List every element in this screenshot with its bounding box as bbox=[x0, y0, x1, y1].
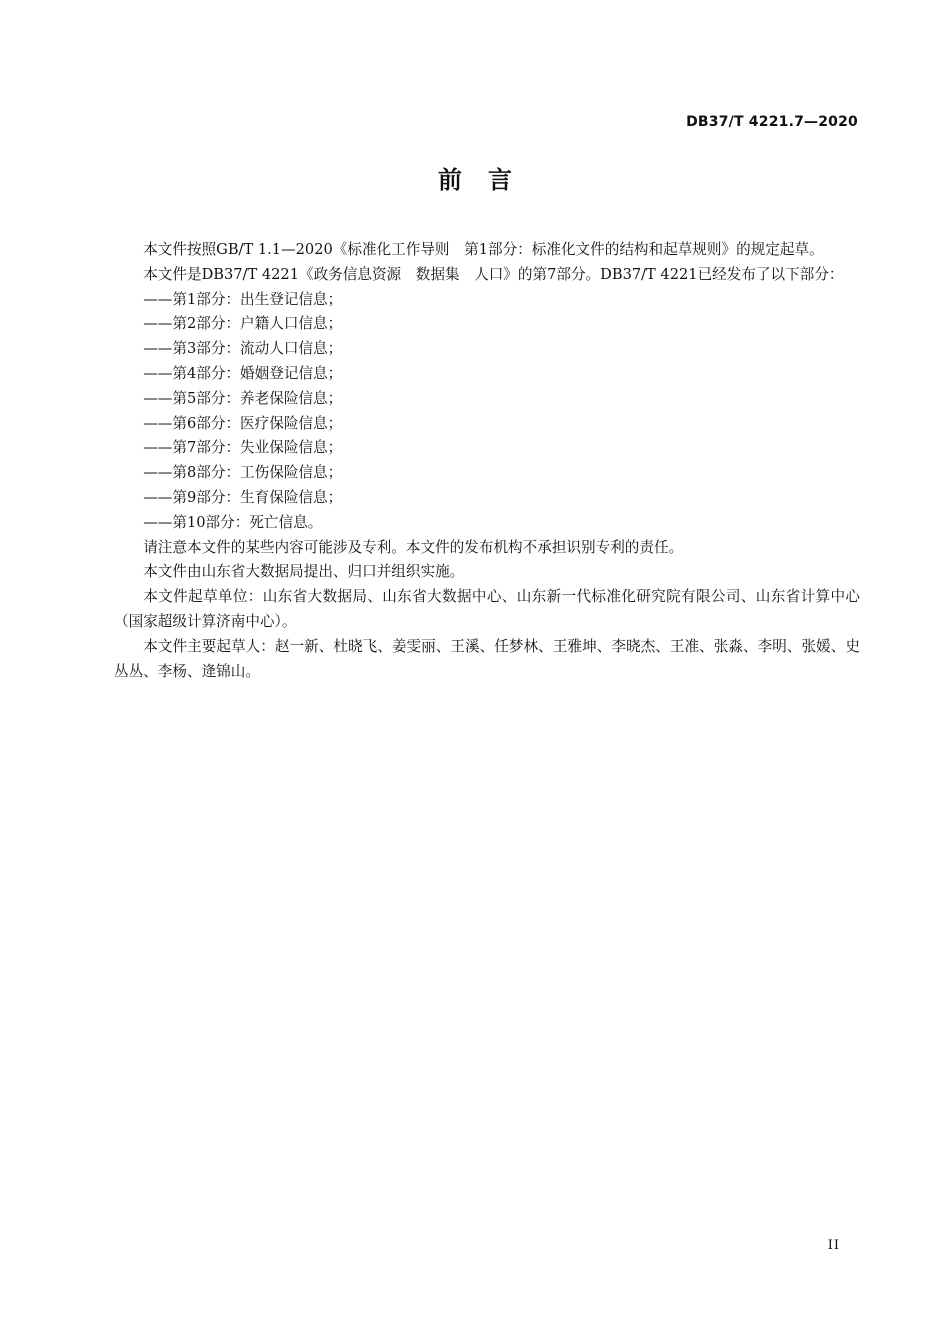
paragraph: 本文件按照GB/T 1.1—2020《标准化工作导则 第1部分：标准化文件的结构和起草规则》的规定起草。 bbox=[143, 241, 824, 258]
list-item: ——第6部分：医疗保险信息； bbox=[143, 414, 343, 432]
list-item: ——第4部分：婚姻登记信息； bbox=[143, 364, 343, 382]
paragraph: 本文件由山东省大数据局提出、归口并组织实施。 bbox=[143, 563, 465, 581]
list-item: ——第3部分：流动人口信息； bbox=[143, 340, 343, 358]
list-item: ——第9部分：生育保险信息； bbox=[143, 488, 343, 506]
list-item: ——第8部分：工伤保险信息； bbox=[143, 464, 343, 482]
paragraph: 请注意本文件的某些内容可能涉及专利。本文件的发布机构不承担识别专利的责任。 bbox=[143, 538, 684, 556]
document-body bbox=[114, 238, 860, 684]
list-item: ——第1部分：出生登记信息； bbox=[143, 290, 343, 308]
page-title: 前言 bbox=[438, 166, 538, 194]
document-id: DB37/T 4221.7—2020 bbox=[686, 114, 858, 130]
list-item: ——第5部分：养老保险信息； bbox=[143, 389, 343, 407]
paragraph: 本文件是DB37/T 4221《政务信息资源 数据集 人口》的第7部分。DB37/T 4221已经发布了以下部分： bbox=[143, 265, 844, 283]
list-item: ——第10部分：死亡信息。 bbox=[143, 513, 323, 531]
paragraph: 本文件起草单位：山东省大数据局、山东省大数据中心、山东新一代标准化研究院有限公司、山东省计算中心（国家超级计算济南中心）。 bbox=[114, 588, 860, 630]
list-item: ——第7部分：失业保险信息； bbox=[143, 439, 343, 457]
page-number: II bbox=[827, 1238, 840, 1253]
paragraph: 本文件主要起草人：赵一新、杜晓飞、姜雯丽、王溪、任梦林、王雅坤、李晓杰、王准、张淼、李明、张媛、史丛丛、李杨、逄锦山。 bbox=[114, 637, 860, 680]
list-item: ——第2部分：户籍人口信息； bbox=[143, 315, 343, 333]
